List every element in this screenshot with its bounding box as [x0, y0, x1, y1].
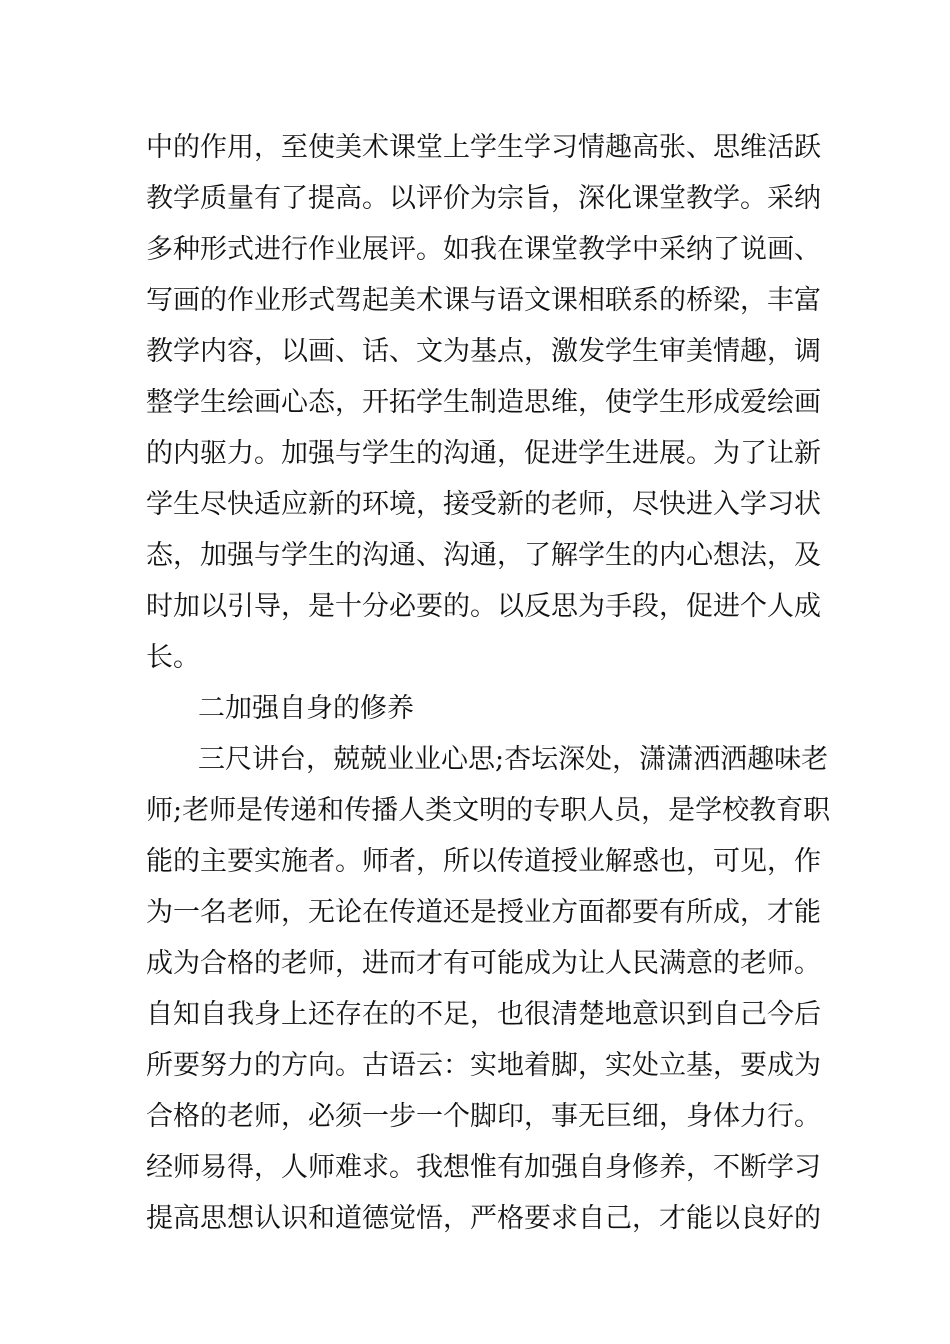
text-line: 提高思想认识和道德觉悟，严格要求自己，才能以良好的: [146, 1203, 821, 1234]
text-line: 自知自我身上还存在的不足，也很清楚地意识到自己今后: [146, 999, 821, 1030]
body-text: [146, 122, 831, 1244]
text-line: 经师易得，人师难求。我想惟有加强自身修养，不断学习: [146, 1152, 821, 1183]
text-line: 时加以引导，是十分必要的。以反思为手段，促进个人成: [146, 591, 821, 622]
text-line: 中的作用，至使美术课堂上学生学习情趣高张、思维活跃: [146, 132, 821, 163]
text-line: 写画的作业形式驾起美术课与语文课相联系的桥梁，丰富: [146, 285, 821, 316]
text-line: 多种形式进行作业展评。如我在课堂教学中采纳了说画、: [146, 234, 821, 265]
text-line: 师;老师是传递和传播人类文明的专职人员，是学校教育职: [146, 795, 831, 826]
text-line: 的内驱力。加强与学生的沟通，促进学生进展。为了让新: [146, 438, 821, 469]
text-line: 教学质量有了提高。以评价为宗旨，深化课堂教学。采纳: [146, 183, 821, 214]
paragraph-first-line: 三尺讲台，兢兢业业心思;杏坛深处，潇潇洒洒趣味老: [198, 744, 829, 775]
text-line: 教学内容，以画、话、文为基点，激发学生审美情趣，调: [146, 336, 821, 367]
text-line: 整学生绘画心态，开拓学生制造思维，使学生形成爱绘画: [146, 387, 821, 418]
text-line: 合格的老师，必须一步一个脚印，事无巨细，身体力行。: [146, 1101, 821, 1132]
section-heading: 二加强自身的修养: [198, 693, 414, 724]
text-line: 长。: [146, 642, 200, 673]
text-line: 态，加强与学生的沟通、沟通，了解学生的内心想法，及: [146, 540, 821, 571]
text-line: 为一名老师，无论在传道还是授业方面都要有所成，才能: [146, 897, 821, 928]
text-line: 所要努力的方向。古语云：实地着脚，实处立基，要成为: [146, 1050, 821, 1081]
text-line: 成为合格的老师，进而才有可能成为让人民满意的老师。: [146, 948, 821, 979]
text-line: 学生尽快适应新的环境，接受新的老师，尽快进入学习状: [146, 489, 821, 520]
text-line: 能的主要实施者。师者，所以传道授业解惑也，可见，作: [146, 846, 821, 877]
